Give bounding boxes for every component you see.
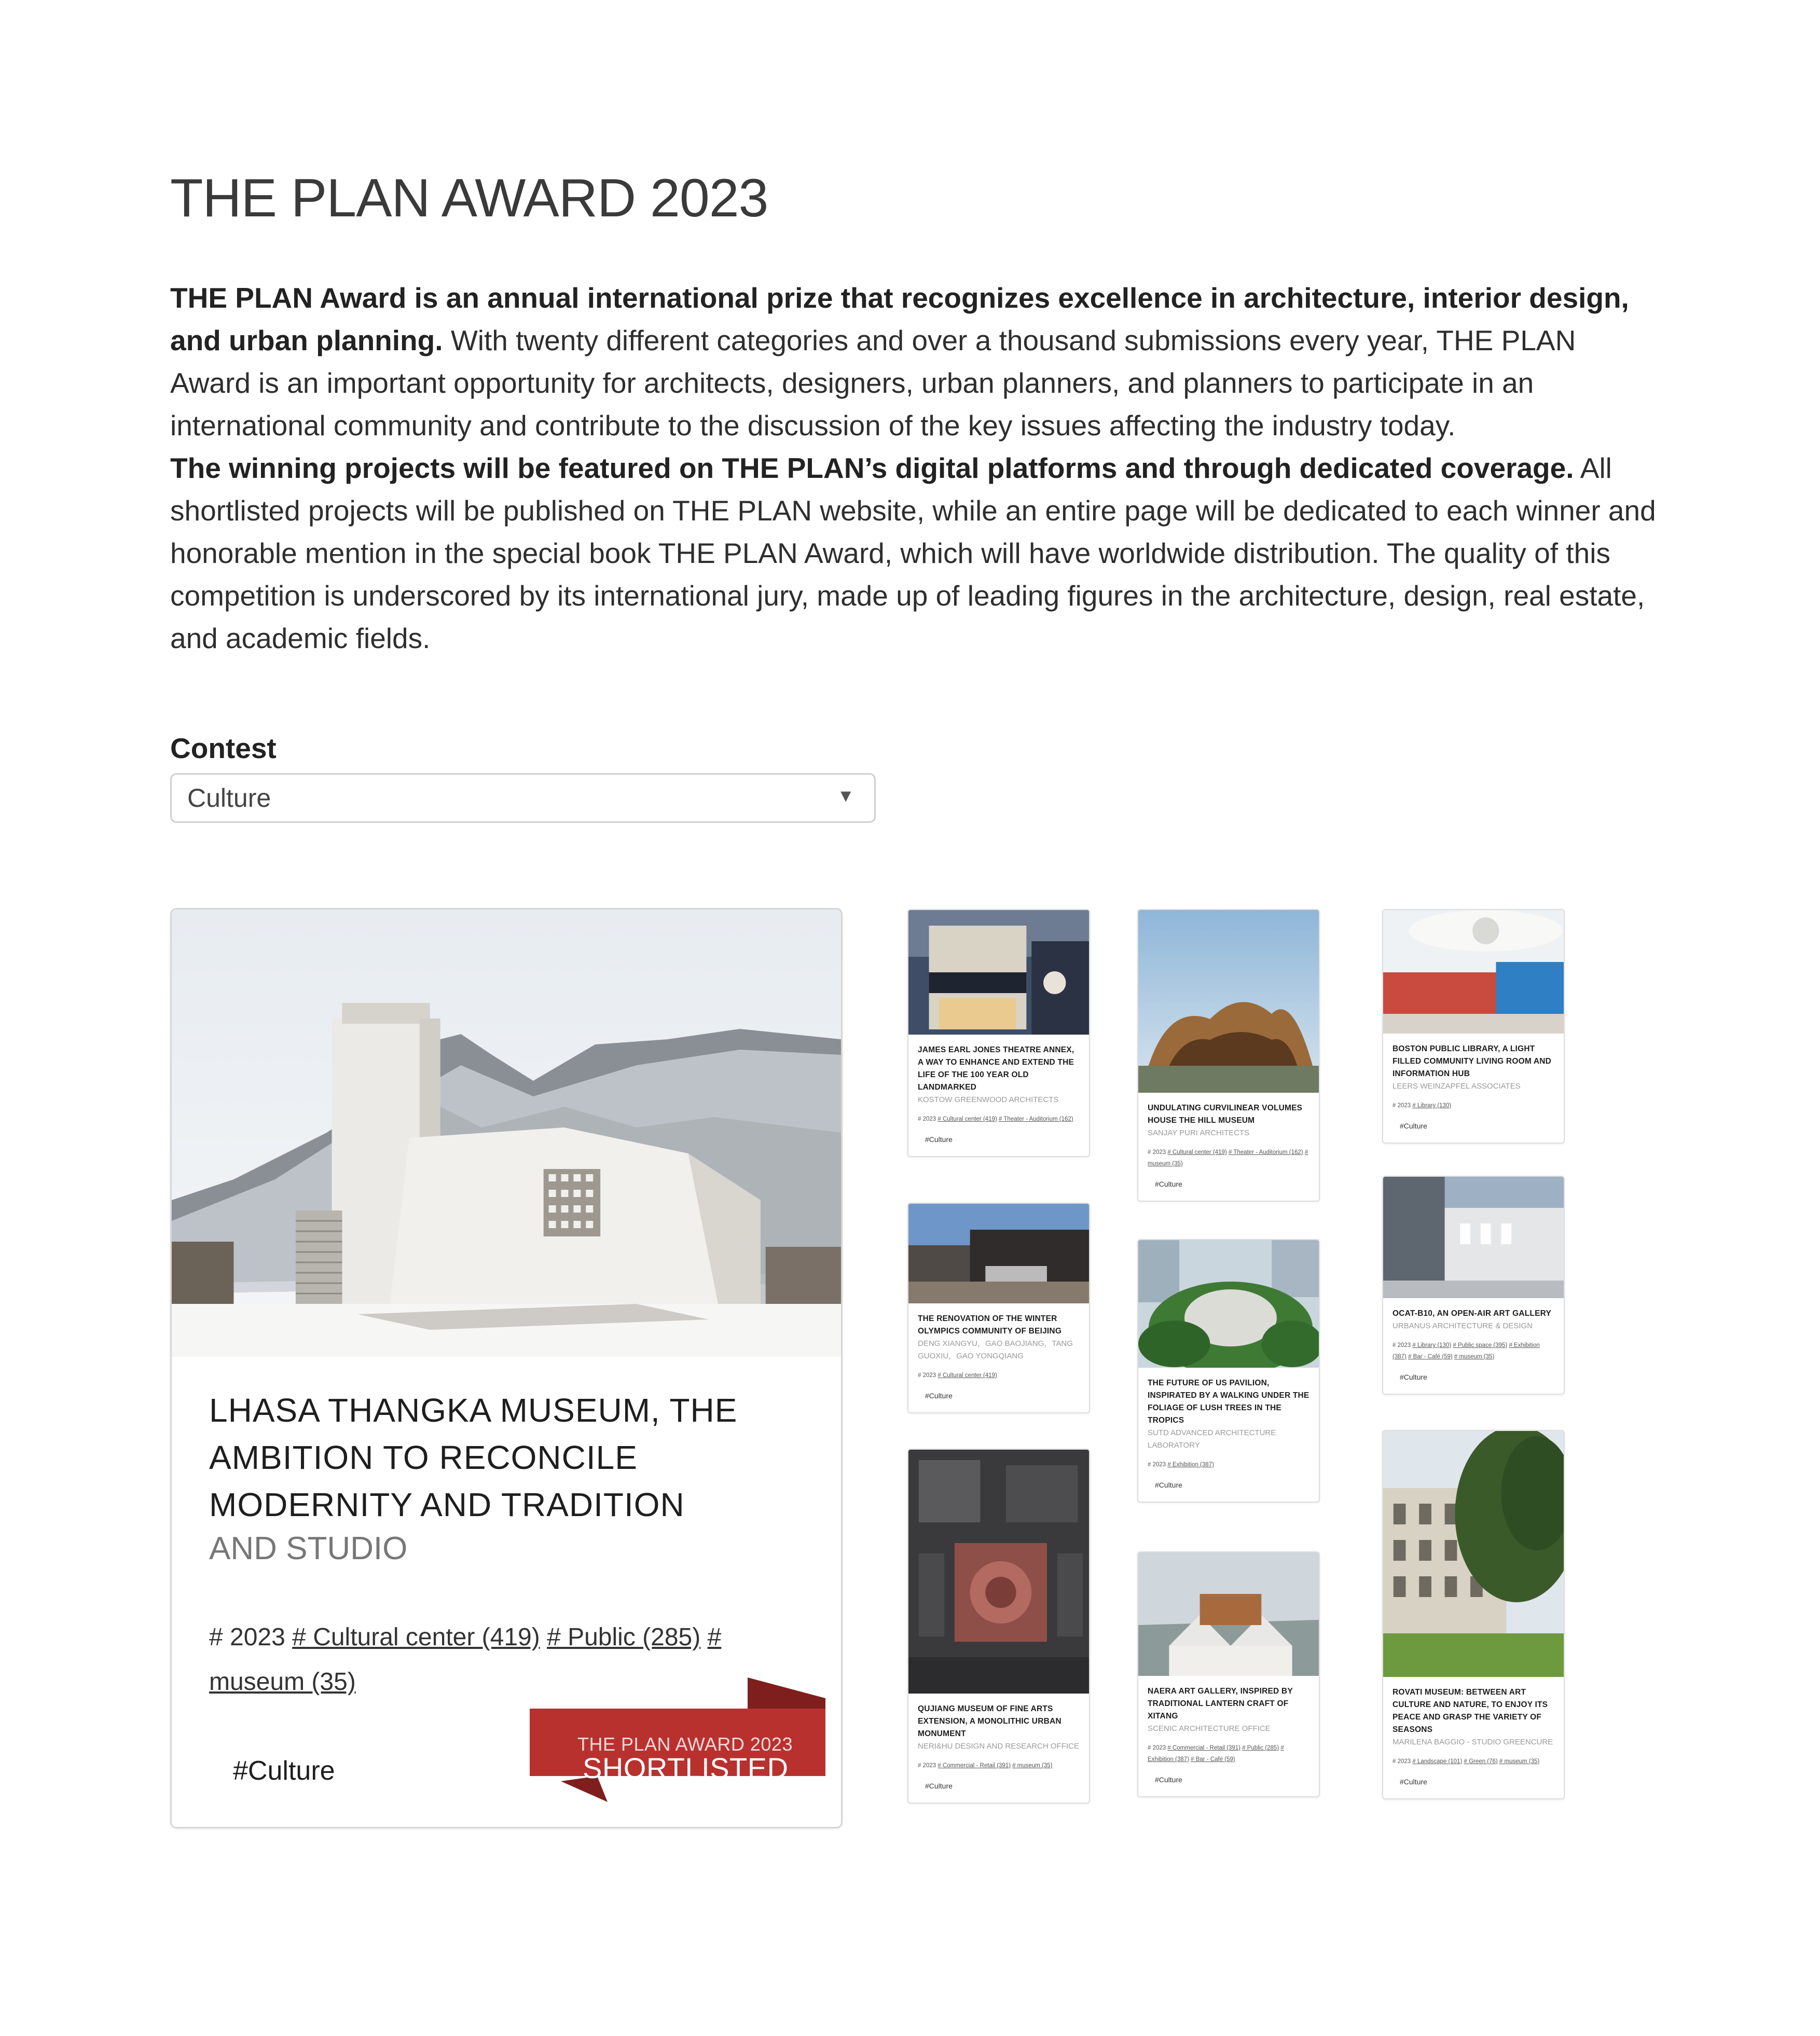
tag-year: # 2023 bbox=[1392, 1342, 1411, 1349]
featured-project-card[interactable] bbox=[170, 908, 843, 1828]
project-thumbnail bbox=[1383, 1431, 1564, 1677]
chevron-down-icon: ▼ bbox=[837, 786, 854, 806]
tag-link[interactable]: # museum (35) bbox=[1012, 1763, 1053, 1769]
tag-link[interactable]: # Theater - Auditorium (162) bbox=[999, 1116, 1073, 1122]
tag-year: # 2023 bbox=[1392, 1758, 1411, 1765]
project-thumbnail bbox=[1383, 910, 1564, 1034]
intro-p1-rest: With twenty different categories and over a thousand submissions every year, THE PLAN Award is an important opportunity for architects, designers, urban planners, and planners to participate in an international community and contribute to the discussion of the key issues affecting the industry today. bbox=[170, 324, 1576, 442]
tag-link[interactable]: # Cultural center (419) bbox=[937, 1116, 997, 1122]
project-tags bbox=[918, 1760, 1080, 1771]
project-tags bbox=[1392, 1756, 1554, 1767]
project-author: LEERS WEINZAPFEL ASSOCIATES bbox=[1392, 1082, 1521, 1091]
tag-link[interactable]: # Bar - Café (59) bbox=[1191, 1756, 1235, 1763]
tag-link[interactable]: # Exhibition (387) bbox=[1148, 1745, 1284, 1763]
project-title[interactable]: ROVATI MUSEUM: BETWEEN ART CULTURE AND NATURE, TO ENJOY ITS PEACE AND GRASP THE VARIETY OF SEASONS bbox=[1392, 1688, 1548, 1734]
tag-link[interactable]: # museum (35) bbox=[1454, 1354, 1495, 1360]
tag-link[interactable]: # Landscape (101) bbox=[1412, 1758, 1463, 1765]
project-title[interactable]: THE FUTURE OF US PAVILION, INSPIRATED BY A WALKING UNDER THE FOLIAGE OF LUSH TREES IN THE TROPICS bbox=[1148, 1379, 1309, 1425]
tag-year: # 2023 bbox=[209, 1624, 285, 1651]
project-card[interactable] bbox=[1382, 909, 1565, 1144]
tag-link[interactable]: # Theater - Auditorium (162) bbox=[1229, 1149, 1303, 1155]
project-category[interactable]: #Culture bbox=[1155, 1481, 1182, 1489]
project-category[interactable]: #Culture bbox=[1400, 1122, 1427, 1130]
featured-project-image bbox=[172, 910, 841, 1357]
project-title[interactable]: THE RENOVATION OF THE WINTER OLYMPICS COMMUNITY OF BEIJING bbox=[918, 1314, 1062, 1336]
project-title[interactable]: UNDULATING CURVILINEAR VOLUMES HOUSE THE HILL MUSEUM bbox=[1148, 1104, 1303, 1125]
project-category[interactable]: #Culture bbox=[1400, 1778, 1427, 1786]
project-author: SCENIC ARCHITECTURE OFFICE bbox=[1148, 1724, 1271, 1733]
project-thumbnail bbox=[1138, 910, 1319, 1093]
tag-year: # 2023 bbox=[918, 1372, 936, 1379]
project-card[interactable] bbox=[907, 1449, 1090, 1804]
project-tags bbox=[1148, 1742, 1309, 1765]
project-card[interactable] bbox=[1382, 1176, 1565, 1395]
project-title[interactable]: QUJIANG MUSEUM OF FINE ARTS EXTENSION, A MONOLITHIC URBAN MONUMENT bbox=[918, 1704, 1061, 1738]
project-author: KOSTOW GREENWOOD ARCHITECTS bbox=[918, 1095, 1059, 1104]
project-author: NERI&HU DESIGN AND RESEARCH OFFICE bbox=[918, 1742, 1079, 1751]
project-tags bbox=[918, 1370, 1080, 1381]
project-category[interactable]: #Culture bbox=[1155, 1776, 1182, 1784]
project-category[interactable]: #Culture bbox=[1400, 1373, 1427, 1381]
featured-project-title[interactable]: LHASA THANGKA MUSEUM, THE AMBITION TO RECONCILE MODERNITY AND TRADITION bbox=[209, 1392, 738, 1523]
intro-p2-bold: The winning projects will be featured on THE PLAN’s digital platforms and through dedicated coverage. bbox=[170, 452, 1574, 484]
project-author: MARILENA BAGGIO - STUDIO GREENCURE bbox=[1392, 1738, 1553, 1746]
ribbon-status-label: SHORTLISTED bbox=[583, 1752, 789, 1784]
project-thumbnail bbox=[1383, 1177, 1564, 1298]
project-tags bbox=[1392, 1340, 1554, 1363]
project-card[interactable] bbox=[907, 1203, 1090, 1413]
tag-link[interactable]: # Commercial - Retail (391) bbox=[1167, 1745, 1240, 1751]
project-card[interactable] bbox=[1137, 1551, 1320, 1797]
project-thumbnail bbox=[1138, 1552, 1319, 1676]
contest-select[interactable] bbox=[170, 773, 876, 823]
project-category[interactable]: #Culture bbox=[1155, 1180, 1182, 1188]
project-thumbnail bbox=[908, 1450, 1089, 1694]
tag-link[interactable]: # Commercial - Retail (391) bbox=[937, 1763, 1011, 1769]
project-tags bbox=[1148, 1459, 1309, 1470]
project-title[interactable]: NAERA ART GALLERY, INSPIRED BY TRADITIONAL LANTERN CRAFT OF XITANG bbox=[1148, 1687, 1293, 1721]
tag-link[interactable]: # Public (285) bbox=[1242, 1745, 1279, 1751]
project-card[interactable] bbox=[1382, 1430, 1565, 1799]
tag-link[interactable]: # Cultural center (419) bbox=[1167, 1149, 1227, 1155]
featured-project-author: AND STUDIO bbox=[209, 1531, 408, 1566]
tag-link[interactable]: # Public space (395) bbox=[1453, 1342, 1508, 1349]
tag-link[interactable]: # Library (130) bbox=[1412, 1342, 1452, 1349]
project-title[interactable]: OCAT-B10, AN OPEN-AIR ART GALLERY bbox=[1392, 1309, 1551, 1318]
project-author: URBANUS ARCHITECTURE & DESIGN bbox=[1392, 1322, 1533, 1330]
project-card[interactable] bbox=[1137, 1239, 1320, 1503]
shortlisted-ribbon bbox=[530, 1677, 825, 1807]
tag-link[interactable]: # Green (76) bbox=[1464, 1758, 1498, 1765]
contest-label: Contest bbox=[170, 732, 277, 764]
project-category[interactable]: #Culture bbox=[925, 1392, 953, 1400]
project-title[interactable]: BOSTON PUBLIC LIBRARY, A LIGHT FILLED COMMUNITY LIVING ROOM AND INFORMATION HUB bbox=[1392, 1044, 1552, 1078]
intro-p2-rest: All shortlisted projects will be published on THE PLAN website, while an entire page will be dedicated to each winner and honorable mention in the special book THE PLAN Award, which will have worldwide distribution. The quality of this competition is underscored by its international jury, made up of leading figures in the architecture, design, real estate, and academic fields. bbox=[170, 452, 1656, 654]
page-title: THE PLAN AWARD 2023 bbox=[170, 168, 768, 228]
tag-link[interactable]: # Exhibition (387) bbox=[1392, 1342, 1540, 1360]
tag-year: # 2023 bbox=[1148, 1462, 1166, 1468]
tag-year: # 2023 bbox=[1392, 1103, 1411, 1109]
project-tags bbox=[918, 1113, 1080, 1125]
tag-link[interactable]: # Exhibition (387) bbox=[1167, 1462, 1214, 1468]
project-author: SUTD ADVANCED ARCHITECTURE LABORATORY bbox=[1148, 1428, 1276, 1450]
contest-select-value: Culture bbox=[187, 783, 271, 813]
project-thumbnail bbox=[908, 910, 1089, 1035]
project-card[interactable] bbox=[907, 909, 1090, 1157]
project-category[interactable]: #Culture bbox=[925, 1135, 953, 1144]
tag-year: # 2023 bbox=[918, 1116, 936, 1122]
tag-link[interactable]: # Cultural center (419) bbox=[292, 1624, 540, 1651]
ribbon-award-label: THE PLAN AWARD 2023 bbox=[577, 1734, 793, 1755]
tag-year: # 2023 bbox=[918, 1763, 936, 1769]
intro-text bbox=[170, 277, 1659, 659]
tag-link[interactable]: # museum (35) bbox=[1499, 1758, 1540, 1765]
tag-year: # 2023 bbox=[1148, 1745, 1166, 1751]
project-tags bbox=[1148, 1147, 1309, 1170]
project-author: SANJAY PURI ARCHITECTS bbox=[1148, 1129, 1250, 1137]
project-card[interactable] bbox=[1137, 909, 1320, 1202]
tag-year: # 2023 bbox=[1148, 1149, 1166, 1155]
tag-link[interactable]: # Bar - Café (59) bbox=[1408, 1354, 1453, 1360]
project-category[interactable]: #Culture bbox=[925, 1782, 953, 1790]
intro-p1-bold: THE PLAN Award is an annual international prize that recognizes excellence in architecture, interior design, and urban planning. bbox=[170, 282, 1629, 356]
tag-link[interactable]: # museum (35) bbox=[209, 1624, 722, 1696]
project-thumbnail bbox=[908, 1204, 1089, 1303]
tag-link[interactable]: # Cultural center (419) bbox=[937, 1372, 997, 1379]
tag-link[interactable]: # museum (35) bbox=[1148, 1149, 1308, 1167]
project-thumbnail bbox=[1138, 1240, 1319, 1368]
featured-project-category[interactable]: #Culture bbox=[233, 1756, 335, 1786]
tag-link[interactable]: # Library (130) bbox=[1412, 1103, 1452, 1109]
tag-link[interactable]: # Public (285) bbox=[547, 1624, 701, 1651]
project-tags bbox=[1392, 1100, 1554, 1111]
project-author: DENG XIANGYU，GAO BAOJIANG，TANG GUOXIU，GAO YONGQIANG bbox=[918, 1339, 1073, 1360]
project-title[interactable]: JAMES EARL JONES THEATRE ANNEX, A WAY TO ENHANCE AND EXTEND THE LIFE OF THE 100 YEAR OLD LANDMARKED bbox=[918, 1045, 1074, 1092]
